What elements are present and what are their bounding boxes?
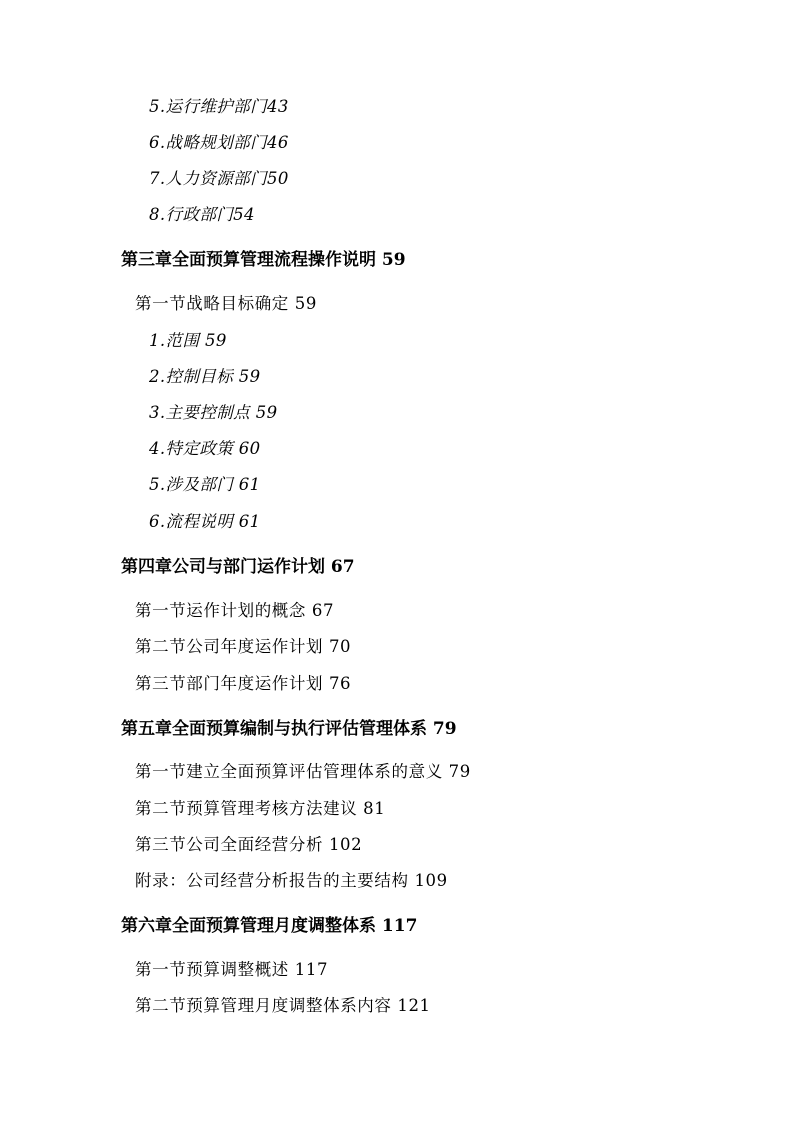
toc-section[interactable]: 第二节预算管理考核方法建议 81 [135,799,386,818]
toc-item[interactable]: 4.特定政策 60 [149,439,261,458]
toc-section[interactable]: 第一节战略目标确定 59 [135,294,317,313]
toc-item[interactable]: 8.行政部门54 [149,205,255,224]
toc-item[interactable]: 2.控制目标 59 [149,367,261,386]
toc-chapter[interactable]: 第六章全面预算管理月度调整体系 117 [121,916,418,936]
toc-item[interactable]: 5.涉及部门 61 [149,475,261,494]
toc-section[interactable]: 第三节公司全面经营分析 102 [135,835,363,854]
toc-section[interactable]: 第二节公司年度运作计划 70 [135,637,352,656]
toc-section[interactable]: 第一节运作计划的概念 67 [135,601,335,620]
toc-section[interactable]: 第一节建立全面预算评估管理体系的意义 79 [135,762,471,781]
toc-section[interactable]: 第二节预算管理月度调整体系内容 121 [135,996,431,1015]
toc-section[interactable]: 附录：公司经营分析报告的主要结构 109 [135,871,448,890]
toc-item[interactable]: 6.战略规划部门46 [149,133,289,152]
toc-item[interactable]: 7.人力资源部门50 [149,169,289,188]
toc-item[interactable]: 3.主要控制点 59 [149,403,278,422]
toc-chapter[interactable]: 第三章全面预算管理流程操作说明 59 [121,250,406,270]
toc-chapter[interactable]: 第五章全面预算编制与执行评估管理体系 79 [121,719,457,739]
toc-section[interactable]: 第一节预算调整概述 117 [135,960,329,979]
toc-item[interactable]: 6.流程说明 61 [149,512,261,531]
toc-item[interactable]: 5.运行维护部门43 [149,97,289,116]
toc-section[interactable]: 第三节部门年度运作计划 76 [135,674,352,693]
toc-chapter[interactable]: 第四章公司与部门运作计划 67 [121,557,355,577]
toc-item[interactable]: 1.范围 59 [149,331,227,350]
